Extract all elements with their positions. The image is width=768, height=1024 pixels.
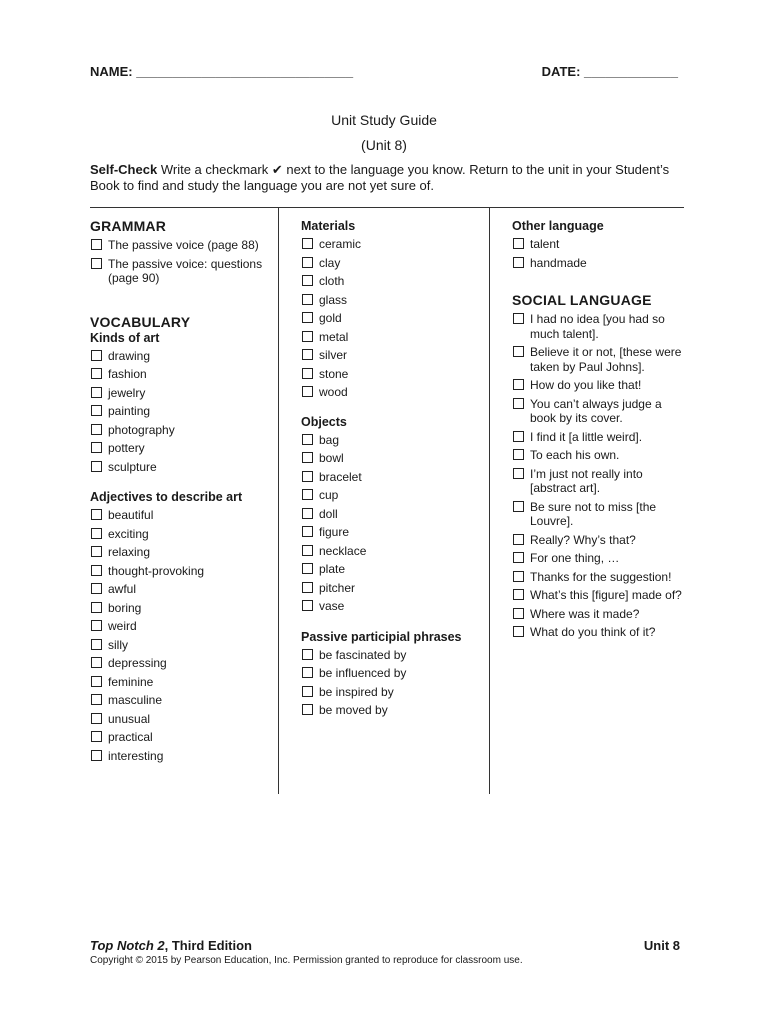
checkbox[interactable] xyxy=(302,331,313,342)
checklist-item-label: be inspired by xyxy=(319,684,394,699)
materials-heading: Materials xyxy=(301,219,356,233)
adjectives-list xyxy=(90,508,270,763)
checklist-item-label: clay xyxy=(319,255,341,270)
checklist-item-label: exciting xyxy=(108,526,149,541)
checkbox[interactable] xyxy=(513,501,524,512)
checklist-item-label: Thanks for the suggestion! xyxy=(530,569,672,584)
checkbox[interactable] xyxy=(91,602,102,613)
checkbox[interactable] xyxy=(302,386,313,397)
divider xyxy=(90,207,684,208)
checklist-item-label: be fascinated by xyxy=(319,647,407,662)
checklist-item xyxy=(512,256,684,271)
checklist-item xyxy=(512,430,684,445)
checkbox[interactable] xyxy=(91,676,102,687)
checklist-item-label: drawing xyxy=(108,348,151,363)
checkbox[interactable] xyxy=(91,442,102,453)
checkbox[interactable] xyxy=(302,600,313,611)
column-other-social xyxy=(512,218,684,644)
checkbox[interactable] xyxy=(302,275,313,286)
checklist-item-label: bowl xyxy=(319,451,344,465)
checklist-item-label: Believe it or not, [these were taken by Paul Johns]. xyxy=(530,345,682,374)
checklist-item-label: vase xyxy=(319,599,345,613)
checklist-item-label: unusual xyxy=(108,711,151,726)
footer-book-title xyxy=(90,938,252,953)
checkbox[interactable] xyxy=(302,563,313,574)
checkbox[interactable] xyxy=(513,238,524,249)
checklist-item-label: I’m just not really into [abstract art]. xyxy=(530,466,643,495)
checkbox[interactable] xyxy=(513,571,524,582)
checkbox[interactable] xyxy=(513,313,524,324)
checklist-item-label: beautiful xyxy=(108,508,154,522)
checklist-item xyxy=(512,397,684,426)
checklist-item xyxy=(512,588,684,603)
checkbox[interactable] xyxy=(91,639,102,650)
checkbox[interactable] xyxy=(302,508,313,519)
checkbox[interactable] xyxy=(91,713,102,724)
checkbox[interactable] xyxy=(91,424,102,435)
checklist-item-label: I find it [a little weird]. xyxy=(530,429,643,444)
date-field-label[interactable]: DATE: _____________ xyxy=(541,64,678,79)
checklist-item-label: doll xyxy=(319,506,338,521)
checklist-item xyxy=(90,638,270,653)
checkbox[interactable] xyxy=(302,704,313,715)
checklist-item-label: be influenced by xyxy=(319,666,407,680)
checklist-item-label: bracelet xyxy=(319,469,362,484)
checkbox[interactable] xyxy=(91,731,102,742)
checklist-item xyxy=(301,330,481,345)
column-divider xyxy=(278,208,279,794)
checklist-item xyxy=(90,545,270,560)
footer-unit: Unit 8 xyxy=(643,938,680,953)
checklist-item xyxy=(301,581,481,596)
objects-heading: Objects xyxy=(301,414,347,429)
checklist-item-label: wood xyxy=(319,385,348,399)
social-language-list xyxy=(512,312,684,640)
checkbox[interactable] xyxy=(302,471,313,482)
checkbox[interactable] xyxy=(302,667,313,678)
book-edition: , Third Edition xyxy=(164,938,253,953)
checkbox[interactable] xyxy=(513,626,524,637)
checklist-item-label: photography xyxy=(108,422,175,437)
checkbox[interactable] xyxy=(513,257,524,268)
checkbox[interactable] xyxy=(302,545,313,556)
checklist-item xyxy=(301,599,481,614)
checklist-item xyxy=(512,551,684,566)
checklist-item xyxy=(301,703,481,718)
checklist-item-label: handmade xyxy=(530,255,587,270)
checklist-item xyxy=(512,500,684,529)
checklist-item-label: painting xyxy=(108,404,151,418)
self-check-label: Self-Check xyxy=(90,162,158,177)
checklist-item xyxy=(301,293,481,308)
checklist-item-label: stone xyxy=(319,366,349,381)
checklist-item-label: masculine xyxy=(108,693,163,707)
checklist-item xyxy=(301,648,481,663)
checklist-item-label: To each his own. xyxy=(530,448,620,462)
checklist-item xyxy=(90,601,270,616)
checklist-item-label: pitcher xyxy=(319,580,356,595)
column-divider xyxy=(489,208,490,794)
checkbox[interactable] xyxy=(91,565,102,576)
checklist-item xyxy=(90,693,270,708)
header-row xyxy=(90,64,684,82)
checklist-item xyxy=(512,237,684,252)
checklist-item-label: boring xyxy=(108,600,142,615)
checklist-item xyxy=(90,508,270,523)
materials-list xyxy=(301,237,481,400)
checklist-item xyxy=(512,345,684,374)
checkbox[interactable] xyxy=(91,546,102,557)
checklist-item xyxy=(90,404,270,419)
checklist-item xyxy=(512,448,684,463)
self-check-instructions xyxy=(90,162,680,194)
checklist-item-label: cloth xyxy=(319,274,345,288)
checkbox[interactable] xyxy=(302,312,313,323)
column-materials-objects xyxy=(301,218,481,722)
checklist-item xyxy=(301,433,481,448)
checklist-item-label: gold xyxy=(319,311,342,325)
checklist-item-label: fashion xyxy=(108,367,147,381)
checklist-item xyxy=(301,666,481,681)
passive-phrases-heading: Passive participial phrases xyxy=(301,629,462,644)
checklist-item-label: sculpture xyxy=(108,459,157,474)
checklist-item xyxy=(301,367,481,382)
checklist-item xyxy=(301,311,481,326)
copyright-notice: Copyright © 2015 by Pearson Education, Inc. Permission granted to reproduce for classroom use. xyxy=(90,955,523,966)
checklist-item-label: awful xyxy=(108,582,137,596)
checkbox[interactable] xyxy=(302,434,313,445)
name-field-label[interactable]: NAME: ______________________________ xyxy=(90,64,354,79)
checklist-item-label: thought-provoking xyxy=(108,563,205,578)
checklist-item xyxy=(301,451,481,466)
checkbox[interactable] xyxy=(513,552,524,563)
checklist-item xyxy=(301,256,481,271)
checklist-item xyxy=(301,525,481,540)
checklist-item-label: plate xyxy=(319,562,346,576)
checklist-item-label: I had no idea [you had so much talent]. xyxy=(530,312,665,341)
self-check-text: Write a checkmark ✔ next to the language you know. Return to the unit in your Student’s Book to find and study the language you are not yet sure of. xyxy=(90,162,670,193)
checklist-item xyxy=(512,570,684,585)
checklist-item xyxy=(90,712,270,727)
checklist-item xyxy=(301,237,481,252)
checklist-item xyxy=(512,467,684,496)
checkbox[interactable] xyxy=(91,239,102,250)
vocabulary-heading: VOCABULARY xyxy=(90,313,191,330)
checkbox[interactable] xyxy=(91,405,102,416)
checkbox[interactable] xyxy=(513,398,524,409)
kinds-of-art-heading: Kinds of art xyxy=(90,330,160,345)
checkbox[interactable] xyxy=(302,686,313,697)
page-title: Unit Study Guide xyxy=(331,112,437,128)
checkbox[interactable] xyxy=(513,468,524,479)
checklist-item xyxy=(90,257,270,286)
other-language-list xyxy=(512,237,684,270)
checklist-item-label: necklace xyxy=(319,543,367,558)
checklist-item xyxy=(301,562,481,577)
checkbox[interactable] xyxy=(513,534,524,545)
checklist-item-label: Where was it made? xyxy=(530,606,640,621)
adjectives-heading: Adjectives to describe art xyxy=(90,490,243,504)
checkbox[interactable] xyxy=(302,257,313,268)
checklist-item xyxy=(512,378,684,393)
checklist-item-label: relaxing xyxy=(108,545,151,559)
checklist-item-label: figure xyxy=(319,525,350,539)
checkbox[interactable] xyxy=(91,620,102,631)
objects-list xyxy=(301,433,481,614)
checklist-item-label: silver xyxy=(319,348,348,362)
checklist-item-label: be moved by xyxy=(319,703,388,717)
checklist-item xyxy=(90,656,270,671)
checklist-item xyxy=(90,460,270,475)
checklist-item xyxy=(90,238,270,253)
checkbox[interactable] xyxy=(91,258,102,269)
checkbox[interactable] xyxy=(91,750,102,761)
checklist-item-label: ceramic xyxy=(319,237,362,251)
checklist-item xyxy=(512,312,684,341)
checklist-item-label: What do you think of it? xyxy=(530,625,656,639)
checklist-item-label: You can’t always judge a book by its cover. xyxy=(530,396,662,425)
checklist-item xyxy=(90,349,270,364)
checkbox[interactable] xyxy=(91,461,102,472)
checklist-item xyxy=(90,441,270,456)
checklist-item xyxy=(90,527,270,542)
checkbox[interactable] xyxy=(91,694,102,705)
checklist-item-label: practical xyxy=(108,730,153,744)
grammar-heading: GRAMMAR xyxy=(90,218,167,234)
column-grammar-vocabulary xyxy=(90,218,270,767)
passive-phrases-list xyxy=(301,648,481,718)
checklist-item-label: bag xyxy=(319,432,340,447)
checkbox[interactable] xyxy=(91,583,102,594)
checklist-item xyxy=(301,274,481,289)
checklist-item-label: depressing xyxy=(108,656,167,670)
checkbox[interactable] xyxy=(91,350,102,361)
checkbox[interactable] xyxy=(91,657,102,668)
grammar-list xyxy=(90,238,270,286)
checklist-item xyxy=(90,730,270,745)
checklist-item xyxy=(301,488,481,503)
checkbox[interactable] xyxy=(91,528,102,539)
checkbox[interactable] xyxy=(513,346,524,357)
checklist-item xyxy=(512,533,684,548)
checklist-item-label: glass xyxy=(319,292,348,307)
checklist-item-label: jewelry xyxy=(108,385,146,400)
checklist-item xyxy=(90,749,270,764)
checkbox[interactable] xyxy=(302,489,313,500)
checkbox[interactable] xyxy=(302,526,313,537)
checkbox[interactable] xyxy=(513,608,524,619)
checklist-item-label: metal xyxy=(319,329,349,344)
checklist-item-label: feminine xyxy=(108,674,154,689)
book-title: Top Notch 2 xyxy=(90,938,165,953)
checkbox[interactable] xyxy=(302,368,313,379)
checkbox[interactable] xyxy=(302,582,313,593)
checkbox[interactable] xyxy=(91,509,102,520)
checklist-item-label: weird xyxy=(108,619,137,633)
checklist-item xyxy=(90,619,270,634)
checklist-item xyxy=(301,348,481,363)
checkbox[interactable] xyxy=(91,368,102,379)
checklist-item-label: cup xyxy=(319,488,339,502)
other-language-heading: Other language xyxy=(512,219,604,233)
checkbox[interactable] xyxy=(302,452,313,463)
checklist-item xyxy=(512,625,684,640)
checklist-item xyxy=(90,423,270,438)
checkbox[interactable] xyxy=(91,387,102,398)
checkbox[interactable] xyxy=(513,379,524,390)
checkbox[interactable] xyxy=(302,349,313,360)
checklist-item-label: silly xyxy=(108,637,128,652)
checklist-item xyxy=(301,385,481,400)
checklist-item xyxy=(90,367,270,382)
checkbox[interactable] xyxy=(513,449,524,460)
checklist-item xyxy=(90,386,270,401)
checklist-item xyxy=(90,564,270,579)
checklist-item xyxy=(301,507,481,522)
checkbox[interactable] xyxy=(302,649,313,660)
checklist-item-label: pottery xyxy=(108,441,145,455)
social-language-heading: SOCIAL LANGUAGE xyxy=(512,292,652,308)
checklist-item-label: interesting xyxy=(108,748,164,763)
checkbox[interactable] xyxy=(302,294,313,305)
checklist-item-label: Be sure not to miss [the Louvre]. xyxy=(530,499,657,528)
unit-label: (Unit 8) xyxy=(361,137,407,153)
checklist-item-label: For one thing, … xyxy=(530,551,620,565)
checklist-item xyxy=(301,685,481,700)
checklist-item-label: The passive voice (page 88) xyxy=(108,238,259,252)
checklist-item xyxy=(301,544,481,559)
checklist-item xyxy=(301,470,481,485)
kinds-of-art-list xyxy=(90,349,270,475)
checklist-item xyxy=(90,582,270,597)
checklist-item-label: What’s this [figure] made of? xyxy=(530,588,682,602)
checklist-item-label: How do you like that! xyxy=(530,378,642,392)
checklist-item-label: The passive voice: questions (page 90) xyxy=(108,256,263,285)
checkbox[interactable] xyxy=(513,589,524,600)
checklist-item xyxy=(90,675,270,690)
checklist-item xyxy=(512,607,684,622)
checklist-item-label: talent xyxy=(530,237,560,251)
checkbox[interactable] xyxy=(302,238,313,249)
checkbox[interactable] xyxy=(513,431,524,442)
checklist-item-label: Really? Why’s that? xyxy=(530,532,636,547)
